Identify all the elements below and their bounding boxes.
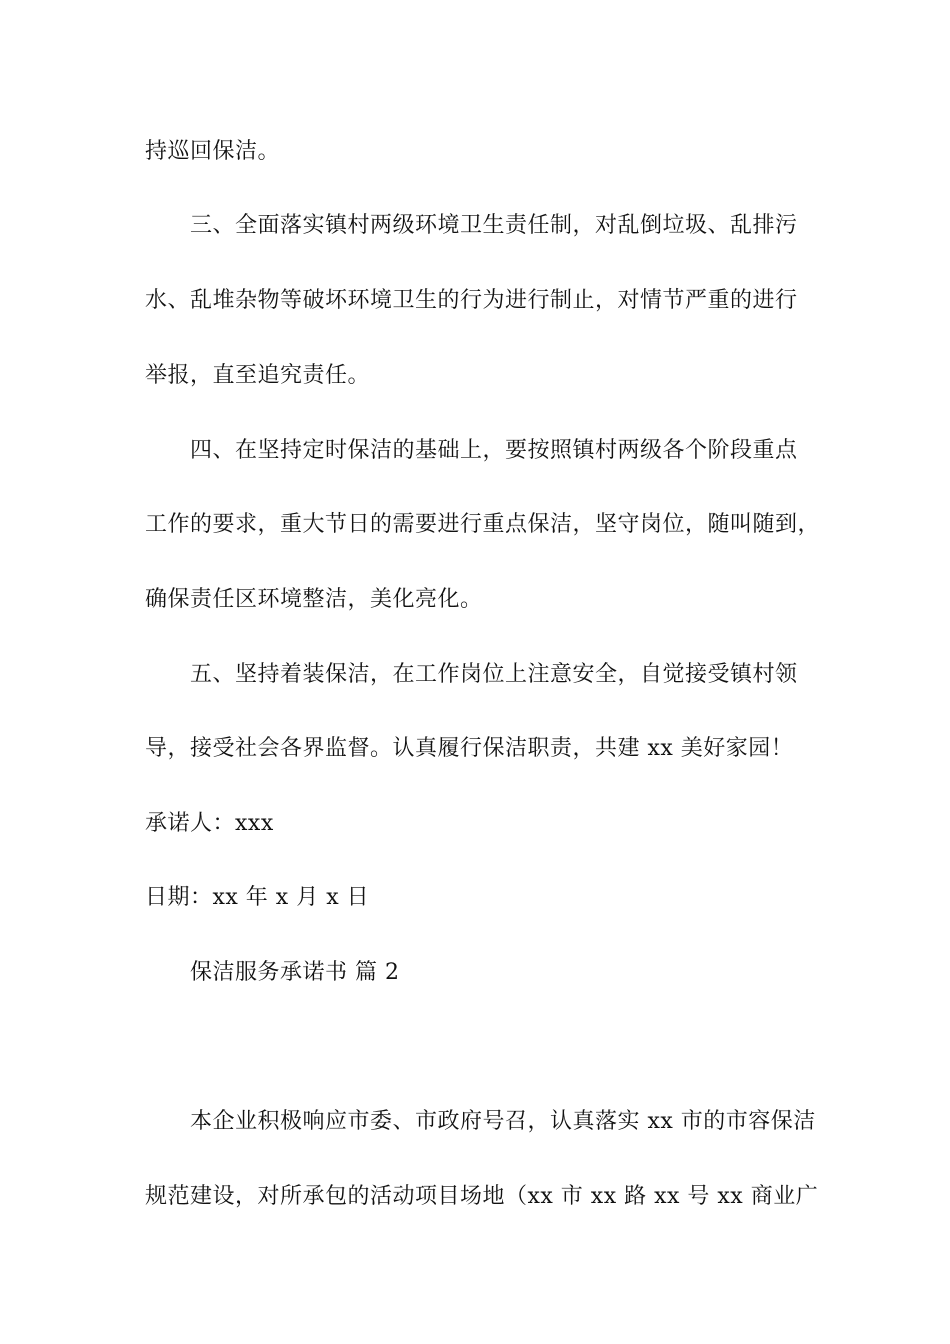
paragraph-line: 四、在坚持定时保洁的基础上，要按照镇村两级各个阶段重点 — [190, 438, 798, 463]
paragraph-line: 规范建设，对所承包的活动项目场地（xx 市 xx 路 xx 号 xx 商业广 — [145, 1184, 819, 1209]
paragraph-line: 工作的要求，重大节日的需要进行重点保洁，坚守岗位，随叫随到， — [145, 512, 821, 537]
paragraph-line: 导，接受社会各界监督。认真履行保洁职责，共建 xx 美好家园！ — [145, 736, 794, 761]
paragraph-line: 五、坚持着装保洁，在工作岗位上注意安全，自觉接受镇村领 — [190, 662, 798, 687]
section-heading: 保洁服务承诺书 篇 2 — [190, 960, 400, 985]
date-line: 日期：xx 年 x 月 x 日 — [145, 885, 370, 910]
paragraph-line: 举报，直至追究责任。 — [145, 363, 371, 388]
signatory-line: 承诺人：xxx — [145, 811, 274, 836]
paragraph-line: 持巡回保洁。 — [145, 139, 281, 164]
paragraph-line: 三、全面落实镇村两级环境卫生责任制，对乱倒垃圾、乱排污 — [190, 213, 798, 238]
paragraph-line: 水、乱堆杂物等破坏环境卫生的行为进行制止，对情节严重的进行 — [145, 288, 798, 313]
paragraph-line: 本企业积极响应市委、市政府号召，认真落实 xx 市的市容保洁 — [190, 1109, 816, 1134]
paragraph-line: 确保责任区环境整洁，美化亮化。 — [145, 587, 483, 612]
